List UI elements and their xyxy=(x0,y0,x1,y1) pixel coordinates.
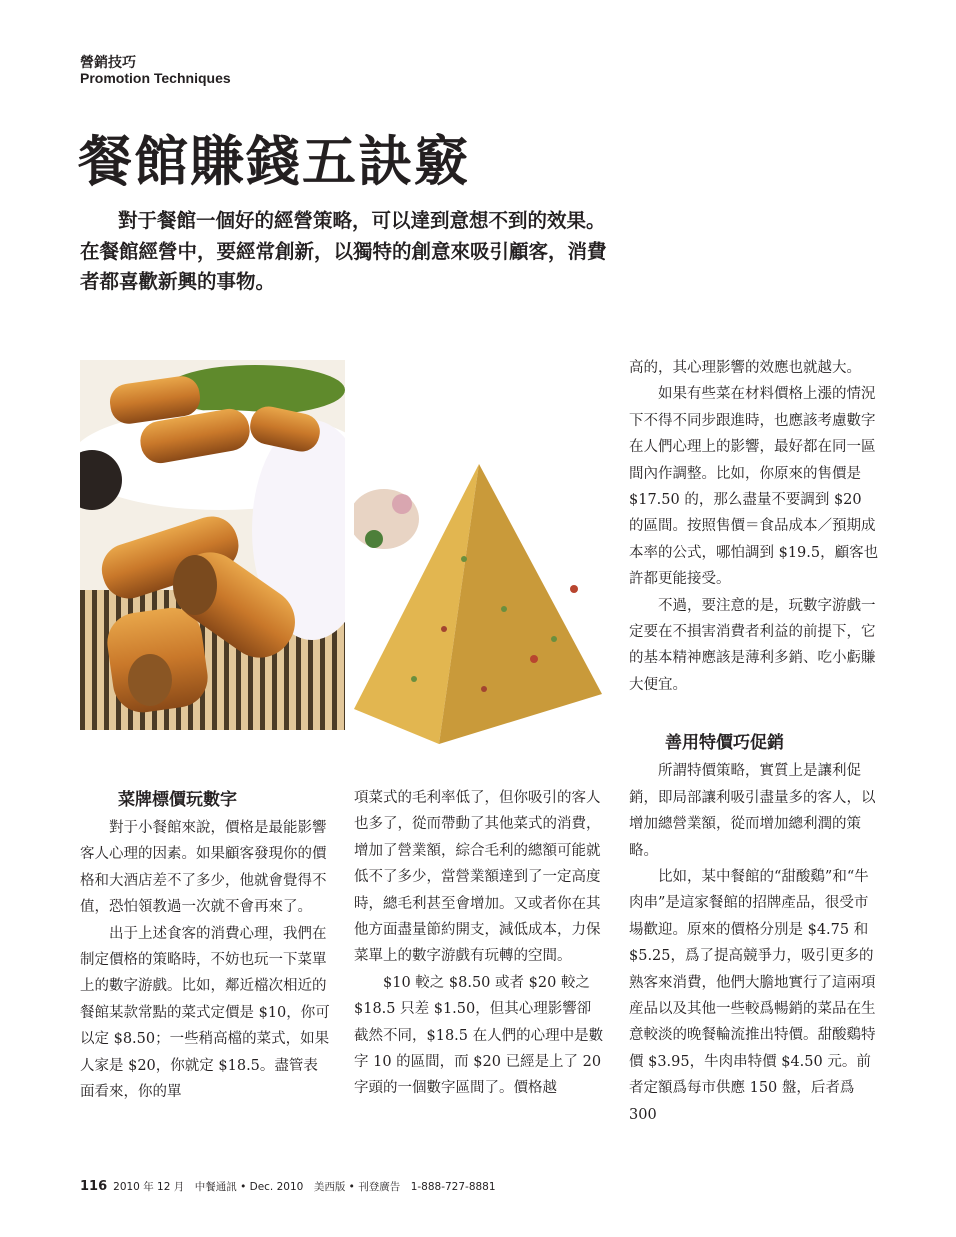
footer-text: 2010 年 12 月 中餐通訊 • Dec. 2010 美西版 • 刊登廣告 1-888-727-8881 xyxy=(113,1181,496,1193)
paragraph: 對于小餐館來說，價格是最能影響客人心理的因素。如果顧客發現你的價格和大酒店差不了多少，他就會覺得不值，恐怕領教過一次就不會再來了。 xyxy=(80,820,327,916)
page-footer xyxy=(80,1179,496,1194)
lead-paragraph xyxy=(80,206,620,298)
spring-rolls-photo xyxy=(80,360,345,730)
paragraph: 如果有些菜在材料價格上漲的情況下不得不同步跟進時，也應該考慮數字在人們心理上的影響，最好都在同一區間內作調整。比如，你原來的售價是 $17.50 的，那么盡量不要調到 $20 的區間。按照售價＝食品成本／預期成本率的公式，哪怕調到 $19.5，顧客也許都更能接受。 xyxy=(629,386,879,588)
pyramid-food-photo xyxy=(354,409,602,761)
column-3 xyxy=(629,355,879,1128)
pyramid-illustration xyxy=(354,409,602,761)
section-label-en: Promotion Techniques xyxy=(80,70,231,86)
paragraph: 項菜式的毛利率低了，但你吸引的客人也多了，從而帶動了其他菜式的消費，增加了營業額，綜合毛利的總額可能就低不了多少，當營業額達到了一定高度時，總毛利甚至會增加。又或者你在其他方面盡量節約開支，減低成本，力保菜單上的數字游戲有玩轉的空間。 xyxy=(354,790,601,965)
article-title: 餐館賺錢五訣竅 xyxy=(78,129,470,193)
spring-rolls-illustration xyxy=(80,360,345,730)
section-label-zh: 營銷技巧 xyxy=(80,55,136,71)
paragraph: 不過，要注意的是，玩數字游戲一定要在不損害消費者利益的前提下，它的基本精神應該是薄利多銷、吃小虧賺大便宜。 xyxy=(629,597,876,693)
paragraph: $10 較之 $8.50 或者 $20 較之 $18.5 只差 $1.50，但其心理影響卻截然不同，$18.5 在人們的心理中是數字 10 的區間，而 $20 已經是上了 20 字頭的一個數字區間了。價格越 xyxy=(354,974,604,1097)
section-heading-specials: 善用特價巧促銷 xyxy=(665,733,784,754)
column-1 xyxy=(80,785,330,1105)
paragraph: 出于上述食客的消費心理，我們在制定價格的策略時，不妨也玩一下菜單上的數字游戲。比如，鄰近檔次相近的餐館某款常點的菜式定價是 $10，你可以定 $8.50；一些稍高檔的菜式，如果人家是 $20，你就定 $18.5。盡管表面看來，你的單 xyxy=(80,925,330,1101)
paragraph: 比如，某中餐館的“甜酸鷄”和“牛肉串”是這家餐館的招牌產品，很受市場歡迎。原來的價格分別是 $4.75 和 $5.25，爲了提高競爭力，吸引更多的熟客來消費，他們大膽地實行了這兩項産品以及其他一些較爲暢銷的菜品在生意較淡的晚餐輪流推出特價。甜酸鷄特價 $3.95，牛肉串特價 $4.50 元。前者定額爲每市供應 150 盤，后者爲 300 xyxy=(629,868,876,1123)
section-heading-price-numbers: 菜牌標價玩數字 xyxy=(118,790,237,810)
paragraph: 所謂特價策略，實質上是讓利促銷，即局部讓利吸引盡量多的客人，以增加總營業額，從而增加總利潤的策略。 xyxy=(629,763,876,859)
column-2 xyxy=(354,785,604,1102)
page-number: 116 xyxy=(80,1179,108,1194)
lead-text: 對于餐館一個好的經營策略，可以達到意想不到的效果。在餐館經營中，要經常創新，以獨特的創意來吸引顧客，消費者都喜歡新興的事物。 xyxy=(80,209,607,293)
paragraph: 高的，其心理影響的效應也就越大。 xyxy=(629,360,861,376)
